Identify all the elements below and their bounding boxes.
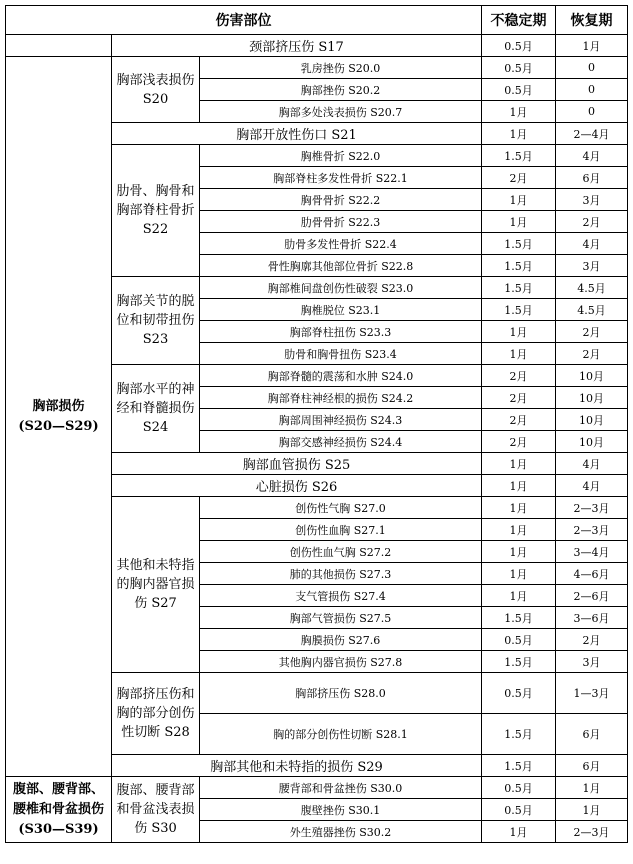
group-s24: 胸部水平的神经和脊髓损伤 S24: [112, 365, 200, 453]
injury-name: 胸部挫伤 S20.2: [200, 79, 482, 101]
header-recovery: 恢复期: [556, 6, 628, 35]
header-site: 伤害部位: [6, 6, 482, 35]
recovery-value: 6月: [556, 755, 628, 777]
injury-recovery-table: [5, 5, 628, 843]
injury-name: 胸部脊柱扭伤 S23.3: [200, 321, 482, 343]
recovery-value: 2月: [556, 343, 628, 365]
unstable-value: 1.5月: [482, 255, 556, 277]
recovery-value: 4月: [556, 145, 628, 167]
recovery-value: 2—4月: [556, 123, 628, 145]
unstable-value: 1.5月: [482, 277, 556, 299]
recovery-value: 10月: [556, 431, 628, 453]
unstable-value: 1月: [482, 519, 556, 541]
unstable-value: 1月: [482, 475, 556, 497]
injury-name: 乳房挫伤 S20.0: [200, 57, 482, 79]
section-abdomen-code: (S30—S39): [18, 821, 99, 837]
table-row: [6, 35, 628, 57]
injury-name: 胸部交感神经损伤 S24.4: [200, 431, 482, 453]
unstable-value: 1月: [482, 453, 556, 475]
recovery-value: 6月: [556, 167, 628, 189]
unstable-value: 2月: [482, 167, 556, 189]
recovery-value: 10月: [556, 409, 628, 431]
recovery-value: 3月: [556, 189, 628, 211]
injury-name: 胸部周围神经损伤 S24.3: [200, 409, 482, 431]
unstable-value: 0.5月: [482, 629, 556, 651]
unstable-value: 1月: [482, 101, 556, 123]
unstable-value: 1.5月: [482, 714, 556, 755]
unstable-value: 1月: [482, 189, 556, 211]
recovery-value: 10月: [556, 365, 628, 387]
unstable-value: 2月: [482, 387, 556, 409]
unstable-value: 0.5月: [482, 79, 556, 101]
group-s27: 其他和未特指的胸内器官损伤 S27: [112, 497, 200, 673]
recovery-value: 2月: [556, 629, 628, 651]
injury-name: 支气管损伤 S27.4: [200, 585, 482, 607]
group-s30: 腹部、腰背部和骨盆浅表损伤 S30: [112, 777, 200, 843]
section-abdomen-title: 腹部、腰背部、腰椎和骨盆损伤: [12, 781, 104, 817]
injury-name: 创伤性血气胸 S27.2: [200, 541, 482, 563]
header-row: [6, 6, 628, 35]
injury-name: 胸的部分创伤性切断 S28.1: [200, 714, 482, 755]
unstable-value: 1.5月: [482, 233, 556, 255]
section-chest: [6, 57, 112, 777]
unstable-value: 2月: [482, 365, 556, 387]
unstable-value: 1月: [482, 211, 556, 233]
injury-name: 胸部气管损伤 S27.5: [200, 607, 482, 629]
unstable-value: 0.5月: [482, 777, 556, 799]
injury-name: 创伤性气胸 S27.0: [200, 497, 482, 519]
table-row: [6, 57, 628, 79]
injury-name: 胸部挤压伤 S28.0: [200, 673, 482, 714]
recovery-value: 1月: [556, 799, 628, 821]
recovery-value: 3—6月: [556, 607, 628, 629]
injury-name: 肋骨骨折 S22.3: [200, 211, 482, 233]
injury-name: 骨性胸廓其他部位骨折 S22.8: [200, 255, 482, 277]
recovery-value: 6月: [556, 714, 628, 755]
injury-name: 胸骨骨折 S22.2: [200, 189, 482, 211]
blank-cell: [6, 35, 112, 57]
injury-name: 腰背部和骨盆挫伤 S30.0: [200, 777, 482, 799]
recovery-value: 0: [556, 57, 628, 79]
unstable-value: 1.5月: [482, 299, 556, 321]
injury-name: 胸部脊柱神经根的损伤 S24.2: [200, 387, 482, 409]
recovery-value: 0: [556, 79, 628, 101]
injury-name: 肋骨多发性骨折 S22.4: [200, 233, 482, 255]
injury-name: 肺的其他损伤 S27.3: [200, 563, 482, 585]
unstable-value: 1月: [482, 563, 556, 585]
group-s20: 胸部浅表损伤 S20: [112, 57, 200, 123]
table-row: [6, 777, 628, 799]
recovery-value: 2—3月: [556, 821, 628, 843]
injury-name: 胸部椎间盘创伤性破裂 S23.0: [200, 277, 482, 299]
injury-name: 胸部其他和未特指的损伤 S29: [112, 755, 482, 777]
unstable-value: 1月: [482, 497, 556, 519]
recovery-value: 3月: [556, 651, 628, 673]
section-chest-title: 胸部损伤: [32, 398, 85, 414]
injury-name: 胸部开放性伤口 S21: [112, 123, 482, 145]
injury-name: 创伤性血胸 S27.1: [200, 519, 482, 541]
section-chest-code: (S20—S29): [18, 418, 99, 434]
recovery-value: 0: [556, 101, 628, 123]
injury-name: 胸椎骨折 S22.0: [200, 145, 482, 167]
injury-name: 胸膜损伤 S27.6: [200, 629, 482, 651]
recovery-value: 4—6月: [556, 563, 628, 585]
injury-name: 胸部血管损伤 S25: [112, 453, 482, 475]
injury-name: 腹壁挫伤 S30.1: [200, 799, 482, 821]
unstable-value: 1月: [482, 821, 556, 843]
header-unstable: 不稳定期: [482, 6, 556, 35]
unstable-value: 1.5月: [482, 651, 556, 673]
unstable-value: 1.5月: [482, 607, 556, 629]
unstable-value: 2月: [482, 409, 556, 431]
recovery-value: 4.5月: [556, 299, 628, 321]
injury-name: 心脏损伤 S26: [112, 475, 482, 497]
unstable-value: 0.5月: [482, 673, 556, 714]
injury-name: 外生殖器挫伤 S30.2: [200, 821, 482, 843]
recovery-value: 10月: [556, 387, 628, 409]
recovery-value: 2—6月: [556, 585, 628, 607]
unstable-value: 0.5月: [482, 57, 556, 79]
recovery-value: 2月: [556, 321, 628, 343]
unstable-value: 1月: [482, 541, 556, 563]
injury-name: 其他胸内器官损伤 S27.8: [200, 651, 482, 673]
unstable-value: 1月: [482, 321, 556, 343]
recovery-value: 1月: [556, 35, 628, 57]
unstable-value: 1月: [482, 343, 556, 365]
recovery-value: 2—3月: [556, 497, 628, 519]
group-s22: 肋骨、胸骨和胸部脊柱骨折 S22: [112, 145, 200, 277]
injury-name: 颈部挤压伤 S17: [112, 35, 482, 57]
injury-name: 胸椎脱位 S23.1: [200, 299, 482, 321]
injury-name: 胸部多处浅表损伤 S20.7: [200, 101, 482, 123]
unstable-value: 1.5月: [482, 755, 556, 777]
recovery-value: 1—3月: [556, 673, 628, 714]
recovery-value: 2月: [556, 211, 628, 233]
section-abdomen: [6, 777, 112, 843]
recovery-value: 1月: [556, 777, 628, 799]
recovery-value: 2—3月: [556, 519, 628, 541]
unstable-value: 1.5月: [482, 145, 556, 167]
injury-name: 胸部脊柱多发性骨折 S22.1: [200, 167, 482, 189]
unstable-value: 2月: [482, 431, 556, 453]
recovery-value: 3月: [556, 255, 628, 277]
unstable-value: 1月: [482, 123, 556, 145]
recovery-value: 4月: [556, 453, 628, 475]
injury-name: 胸部脊髓的震荡和水肿 S24.0: [200, 365, 482, 387]
recovery-value: 3—4月: [556, 541, 628, 563]
unstable-value: 1月: [482, 585, 556, 607]
recovery-value: 4月: [556, 475, 628, 497]
group-s28: 胸部挤压伤和胸的部分创伤性切断 S28: [112, 673, 200, 755]
unstable-value: 0.5月: [482, 799, 556, 821]
injury-name: 肋骨和胸骨扭伤 S23.4: [200, 343, 482, 365]
group-s23: 胸部关节的脱位和韧带扭伤 S23: [112, 277, 200, 365]
recovery-value: 4月: [556, 233, 628, 255]
unstable-value: 0.5月: [482, 35, 556, 57]
recovery-value: 4.5月: [556, 277, 628, 299]
